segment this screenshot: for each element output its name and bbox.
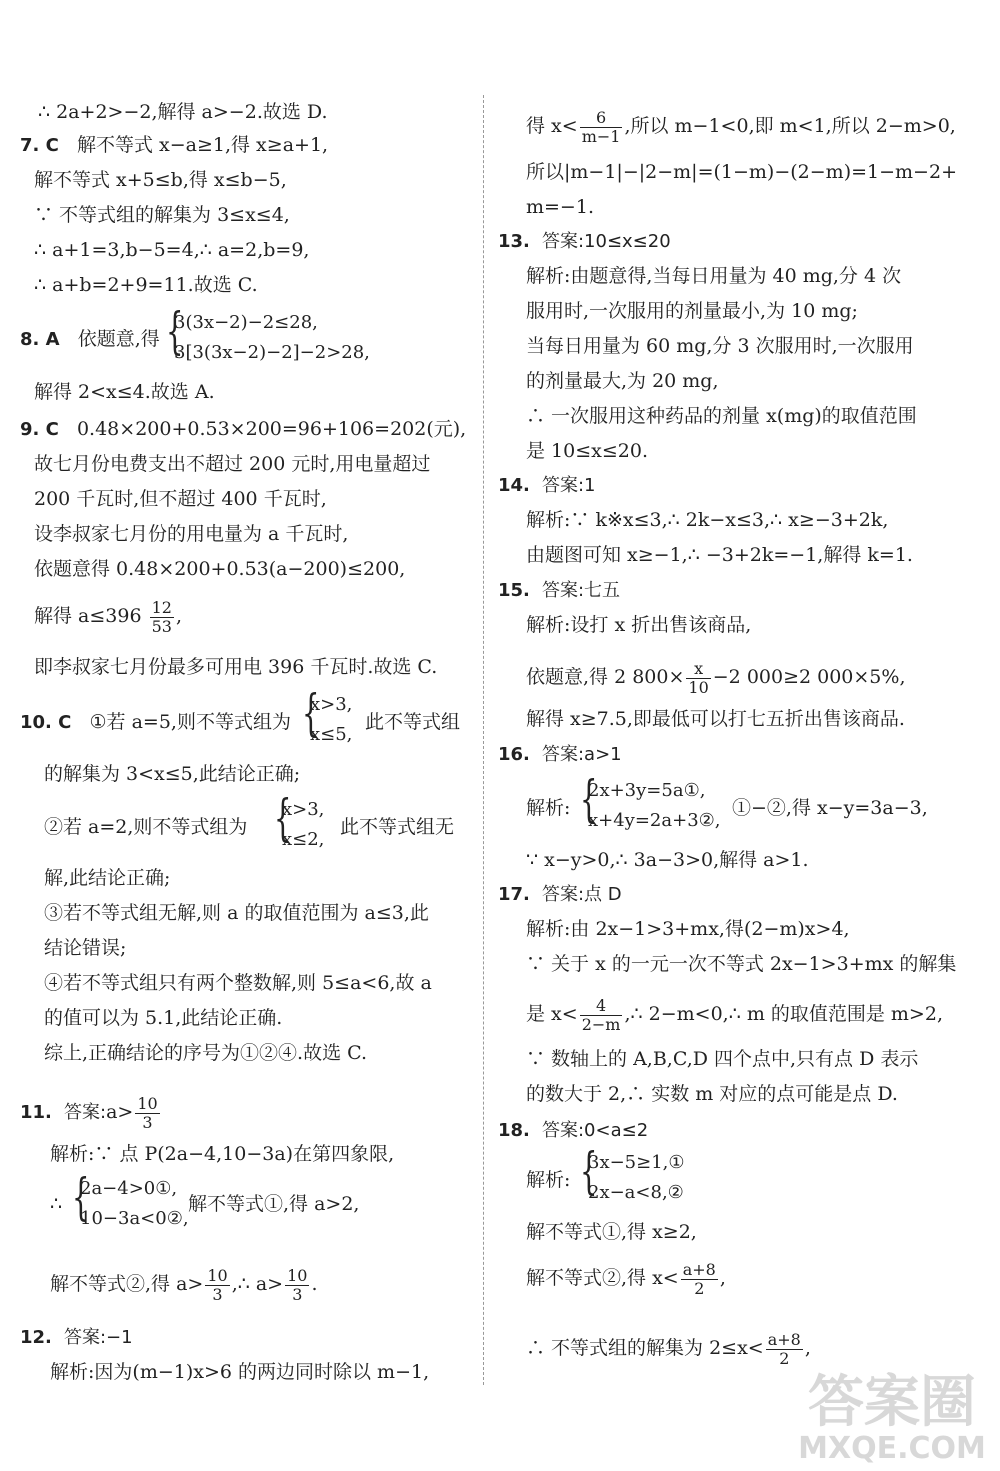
equation: x≤5, <box>310 724 353 745</box>
text-line: ∵ x−y>0,∴ 3a−3>0,解得 a>1. <box>526 849 809 871</box>
equation: 3x−5≥1,① <box>588 1152 685 1173</box>
question-17 <box>498 882 622 907</box>
equation: 3[3(3x−2)−2]−2>28, <box>174 342 370 363</box>
equation: x+4y=2a+3②, <box>588 810 721 831</box>
fraction <box>580 997 623 1034</box>
text: ,∴ 2−m<0,∴ m 的取值范围是 m>2, <box>624 1003 943 1025</box>
text-line: 解得 x≥7.5,即最低可以打七五折出售该商品. <box>526 708 905 730</box>
answer-label: 答案: <box>63 1102 107 1123</box>
numerator: a+8 <box>767 1329 801 1349</box>
text-line: ②若 a=2,则不等式组为 <box>44 816 248 838</box>
text-line <box>526 992 943 1036</box>
text-line <box>526 1326 811 1370</box>
answer-label: 答案:a>1 <box>541 744 622 765</box>
text-line <box>34 596 182 636</box>
denominator: 3 <box>292 1284 303 1304</box>
text: 解不等式②,得 a> <box>50 1273 204 1295</box>
denominator: 3 <box>212 1284 223 1304</box>
question-number: 12. <box>20 1327 52 1348</box>
question-15 <box>498 578 620 603</box>
answer-label: 答案:10≤x≤20 <box>541 231 671 252</box>
text-line: 解析: <box>526 797 571 819</box>
text-line <box>526 655 906 699</box>
equation: 10−3a<0②, <box>80 1208 189 1229</box>
answer-label: 答案:七五 <box>541 580 621 601</box>
text-line: ④若不等式组只有两个整数解,则 5≤a<6,故 a <box>44 972 432 994</box>
text: ①若 a=5,则不等式组为 <box>89 711 291 733</box>
equation: 2x−a<8,② <box>588 1182 684 1203</box>
text: . <box>311 1273 318 1295</box>
text: 是 x< <box>526 1003 578 1025</box>
numerator: 10 <box>207 1265 228 1285</box>
question-number: 8. A <box>20 329 60 350</box>
equation: 2a−4>0①, <box>80 1178 178 1199</box>
answer-label: 答案:1 <box>541 475 596 496</box>
text-line: ∴ 2a+2>−2,解得 a>−2.故选 D. <box>38 101 328 123</box>
text-line: 解得 2<x≤4.故选 A. <box>34 381 215 403</box>
denominator: 2 <box>694 1278 705 1298</box>
text-line: 依题意得 0.48×200+0.53(a−200)≤200, <box>34 558 406 580</box>
equation: x>3, <box>282 799 325 820</box>
question-16 <box>498 742 622 767</box>
question-number: 7. C <box>20 135 59 156</box>
text-line: 200 千瓦时,但不超过 400 千瓦时, <box>34 488 327 510</box>
text-line: 解析:∵ 点 P(2a−4,10−3a)在第四象限, <box>50 1143 395 1165</box>
text: , <box>175 605 183 627</box>
text: −2 000≥2 000×5%, <box>712 666 906 688</box>
text-line: 解析:由 2x−1>3+mx,得(2−m)x>4, <box>526 918 850 940</box>
text-line: ∴ <box>50 1193 63 1215</box>
text-line <box>526 104 956 148</box>
numerator: a+8 <box>682 1259 716 1279</box>
text-line: 解析:由题意得,当每日用量为 40 mg,分 4 次 <box>526 265 902 287</box>
text-line: 解不等式 x+5≤b,得 x≤b−5, <box>34 169 287 191</box>
text-line: ①−②,得 x−y=3a−3, <box>732 797 928 819</box>
brace: { <box>580 1142 598 1200</box>
text-line: 的数大于 2,∴ 实数 m 对应的点可能是点 D. <box>526 1083 898 1105</box>
watermark-url: MXQE.COM <box>798 1431 986 1466</box>
text-line: 解不等式①,得 x≥2, <box>526 1221 697 1243</box>
question-number: 18. <box>498 1120 530 1141</box>
watermark <box>792 1370 992 1466</box>
text-line: ∵ 数轴上的 A,B,C,D 四个点中,只有点 D 表示 <box>526 1048 919 1070</box>
watermark-logo: 答案圈 <box>808 1370 976 1435</box>
text: , <box>719 1267 726 1289</box>
text-line: 解析: <box>526 1169 571 1191</box>
text: , <box>804 1337 811 1359</box>
text-line: ③若不等式组无解,则 a 的取值范围为 a≤3,此 <box>44 902 429 924</box>
question-number: 10. C <box>20 712 72 733</box>
text-line: 解不等式 x−a≥1,得 x≥a+1, <box>76 134 329 156</box>
text-line: 由题图可知 x≥−1,∴ −3+2k=−1,解得 k=1. <box>526 544 913 566</box>
text: ∴ 不等式组的解集为 2≤x< <box>526 1337 764 1359</box>
numerator: 10 <box>137 1093 158 1113</box>
text-line: 所以|m−1|−|2−m|=(1−m)−(2−m)=1−m−2+ <box>526 161 957 183</box>
equation: x≤2, <box>282 829 325 850</box>
brace: { <box>580 770 598 828</box>
denominator: 2 <box>779 1348 790 1368</box>
text-line: 解,此结论正确; <box>44 867 171 889</box>
text-line: 此不等式组 <box>365 711 461 733</box>
numerator: 10 <box>287 1265 308 1285</box>
text-line: 此不等式组无 <box>340 816 455 838</box>
equation: 2x+3y=5a①, <box>588 780 706 801</box>
text: 得 x< <box>526 115 578 137</box>
fraction <box>285 1267 309 1304</box>
text-line: ∴ 一次服用这种药品的剂量 x(mg)的取值范围 <box>526 405 917 427</box>
fraction <box>580 109 623 146</box>
text-line <box>526 1256 726 1300</box>
text: ,所以 m−1<0,即 m<1,所以 2−m>0, <box>624 115 956 137</box>
denominator: 10 <box>688 677 709 697</box>
question-8 <box>20 327 160 352</box>
numerator: 12 <box>151 597 172 617</box>
answer-label: 答案:−1 <box>63 1327 133 1348</box>
column-divider <box>483 95 484 1385</box>
text-line: 0.48×200+0.53×200=96+106=202(元), <box>76 418 467 440</box>
brace: { <box>72 1168 90 1226</box>
brace: { <box>274 789 292 847</box>
text-line <box>50 1262 318 1306</box>
text-line: 综上,正确结论的序号为①②④.故选 C. <box>44 1042 368 1064</box>
question-number: 16. <box>498 744 530 765</box>
text-line: 的值可以为 5.1,此结论正确. <box>44 1007 283 1029</box>
question-number: 15. <box>498 580 530 601</box>
answer-label: 答案:0<a≤2 <box>541 1120 649 1141</box>
question-7 <box>20 133 328 158</box>
question-10 <box>20 710 291 735</box>
brace: { <box>166 302 184 360</box>
question-number: 11. <box>20 1102 52 1123</box>
question-12 <box>20 1325 133 1350</box>
text-line: 服用时,一次服用的剂量最小,为 10 mg; <box>526 300 858 322</box>
text-line: 解不等式①,得 a>2, <box>188 1193 360 1215</box>
denominator: 3 <box>142 1112 153 1132</box>
text-line: ∵ 不等式组的解集为 3≤x≤4, <box>34 204 290 226</box>
denominator: m−1 <box>581 126 621 146</box>
denominator: 53 <box>151 616 172 636</box>
denominator: 2−m <box>581 1014 621 1034</box>
text-line: 解析:设打 x 折出售该商品, <box>526 614 752 636</box>
text: ,∴ a> <box>231 1273 284 1295</box>
brace: { <box>302 684 320 742</box>
text-line: 即李叔家七月份最多可用电 396 千瓦时.故选 C. <box>34 656 438 678</box>
text-line: 的解集为 3<x≤5,此结论正确; <box>44 763 301 785</box>
text-line: ∴ a+b=2+9=11.故选 C. <box>34 274 258 296</box>
question-number: 13. <box>498 231 530 252</box>
fraction <box>205 1267 229 1304</box>
fraction <box>686 660 710 697</box>
text-line: 是 10≤x≤20. <box>526 440 648 462</box>
answer-label: 答案:点 D <box>541 884 622 905</box>
question-14 <box>498 473 596 498</box>
text: 解不等式②,得 x< <box>526 1267 679 1289</box>
equation: 3(3x−2)−2≤28, <box>174 312 318 333</box>
text-line: 结论错误; <box>44 937 127 959</box>
question-number: 9. C <box>20 419 59 440</box>
text-line: 依题意,得 <box>77 328 160 350</box>
text-line: 解析:∵ k※x≤3,∴ 2k−x≤3,∴ x≥−3+2k, <box>526 509 889 531</box>
question-number: 14. <box>498 475 530 496</box>
fraction <box>135 1095 159 1132</box>
text-line: ∵ 关于 x 的一元一次不等式 2x−1>3+mx 的解集 <box>526 953 957 975</box>
text: 解得 a≤396 <box>34 605 142 627</box>
equation: x>3, <box>310 694 353 715</box>
fraction <box>766 1331 803 1368</box>
question-13 <box>498 229 671 254</box>
text-line: 的剂量最大,为 20 mg, <box>526 370 719 392</box>
numerator: 4 <box>580 997 623 1016</box>
text-line: 故七月份电费支出不超过 200 元时,用电量超过 <box>34 453 431 475</box>
question-18 <box>498 1118 648 1143</box>
numerator: 6 <box>580 109 623 128</box>
text-line: 设李叔家七月份的用电量为 a 千瓦时, <box>34 523 349 545</box>
fraction <box>150 599 174 636</box>
text-line: 解析:因为(m−1)x>6 的两边同时除以 m−1, <box>50 1361 430 1383</box>
question-11 <box>20 1090 162 1135</box>
question-9 <box>20 417 466 442</box>
text-line: 当每日用量为 60 mg,分 3 次服用时,一次服用 <box>526 335 914 357</box>
fraction <box>681 1261 718 1298</box>
text: 依题意,得 2 800× <box>526 666 685 688</box>
numerator: x <box>686 660 710 679</box>
text: a> <box>106 1101 134 1123</box>
text-line: ∴ a+1=3,b−5=4,∴ a=2,b=9, <box>34 239 310 261</box>
text-line: m=−1. <box>526 196 594 218</box>
question-number: 17. <box>498 884 530 905</box>
